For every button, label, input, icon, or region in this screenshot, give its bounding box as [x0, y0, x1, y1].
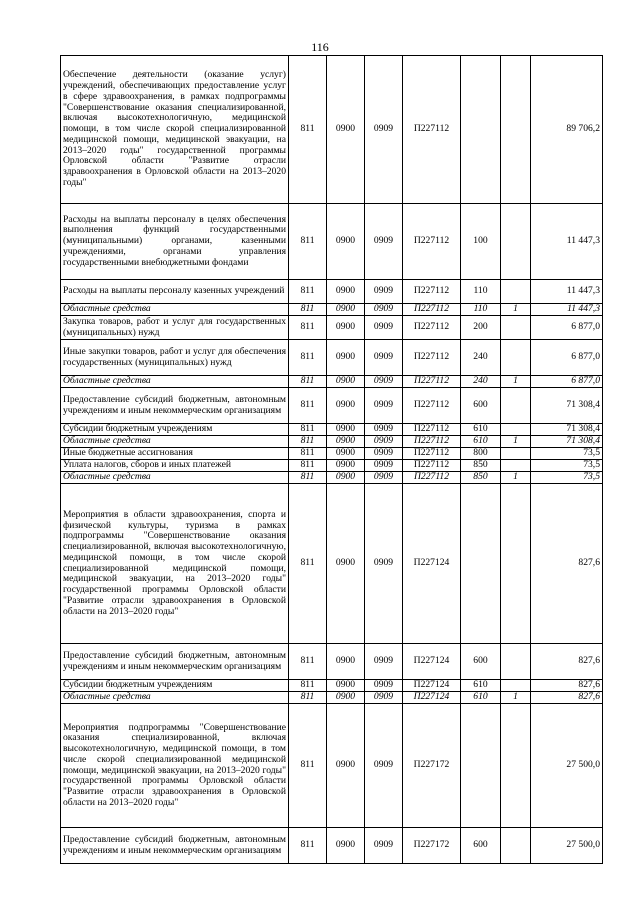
- row-grbs-code: 811: [289, 376, 327, 388]
- row-expense-type: [461, 56, 501, 204]
- row-description: Предоставление субсидий бюджетным, автономным учреждениям и иным некоммерческим организациям: [61, 388, 289, 424]
- row-expense-type: 110: [461, 280, 501, 304]
- row-amount: 11 447,3: [531, 304, 603, 316]
- row-section-code: 0900: [327, 56, 365, 204]
- row-expense-type: 800: [461, 448, 501, 460]
- row-target-article: П227112: [403, 376, 461, 388]
- funding-source-row: [61, 436, 603, 448]
- row-grbs-code: 811: [289, 204, 327, 280]
- row-expense-type: 240: [461, 376, 501, 388]
- row-description: Мероприятия в области здравоохранения, спорта и физической культуры, туризма в рамках подпрограммы "Совершенствование оказания специализированной, включая высокотехнологичную, медицинской помощи, в том числе скорой специализированной медицинской помощи, медицинской эвакуации, на 2013–2020 годы" государственной программы Орловской области "Развитие отрасли здравоохранения в Орловской области на 2013–2020 годы": [61, 484, 289, 644]
- funding-source-row: [61, 304, 603, 316]
- table-row: [61, 388, 603, 424]
- row-amount: 6 877,0: [531, 376, 603, 388]
- row-amount: 71 308,4: [531, 436, 603, 448]
- table-row: [61, 340, 603, 376]
- row-funding-source: [501, 644, 531, 680]
- row-target-article: П227112: [403, 460, 461, 472]
- row-subsection-code: 0909: [365, 304, 403, 316]
- row-section-code: 0900: [327, 680, 365, 692]
- row-target-article: П227112: [403, 472, 461, 484]
- row-expense-type: 850: [461, 472, 501, 484]
- row-expense-type: 200: [461, 316, 501, 340]
- row-amount: 827,6: [531, 484, 603, 644]
- row-target-article: П227124: [403, 484, 461, 644]
- row-grbs-code: 811: [289, 436, 327, 448]
- row-expense-type: 600: [461, 644, 501, 680]
- row-expense-type: 610: [461, 436, 501, 448]
- row-description: Областные средства: [61, 692, 289, 704]
- row-target-article: П227112: [403, 204, 461, 280]
- row-funding-source: [501, 280, 531, 304]
- row-funding-source: 1: [501, 436, 531, 448]
- row-target-article: П227112: [403, 316, 461, 340]
- row-description: Иные бюджетные ассигнования: [61, 448, 289, 460]
- funding-source-row: [61, 692, 603, 704]
- row-subsection-code: 0909: [365, 484, 403, 644]
- row-target-article: П227112: [403, 340, 461, 376]
- row-grbs-code: 811: [289, 484, 327, 644]
- row-expense-type: [461, 704, 501, 828]
- row-expense-type: 240: [461, 340, 501, 376]
- row-target-article: П227172: [403, 828, 461, 864]
- row-section-code: 0900: [327, 472, 365, 484]
- table-row: [61, 424, 603, 436]
- row-subsection-code: 0909: [365, 204, 403, 280]
- budget-table: [60, 55, 603, 864]
- row-amount: 89 706,2: [531, 56, 603, 204]
- row-amount: 827,6: [531, 680, 603, 692]
- row-subsection-code: 0909: [365, 460, 403, 472]
- row-description: Областные средства: [61, 376, 289, 388]
- row-funding-source: [501, 56, 531, 204]
- row-section-code: 0900: [327, 644, 365, 680]
- row-target-article: П227112: [403, 448, 461, 460]
- row-funding-source: [501, 316, 531, 340]
- row-amount: 6 877,0: [531, 316, 603, 340]
- table-row: [61, 704, 603, 828]
- row-funding-source: 1: [501, 692, 531, 704]
- funding-source-row: [61, 472, 603, 484]
- row-target-article: П227124: [403, 680, 461, 692]
- row-section-code: 0900: [327, 376, 365, 388]
- row-expense-type: 600: [461, 388, 501, 424]
- row-section-code: 0900: [327, 340, 365, 376]
- row-description: Мероприятия подпрограммы "Совершенствование оказания специализированной, включая высокотехнологичную, медицинской помощи, в том числе скорой специализированной медицинской помощи, медицинской эвакуации, на 2013–2020 годы" государственной программы Орловской области "Развитие отрасли здравоохранения в Орловской области на 2013–2020 годы": [61, 704, 289, 828]
- row-description: Расходы на выплаты персоналу в целях обеспечения выполнения функций государственными (муниципальными) органами, казенными учреждениями, органами управления государственными внебюджетными фондами: [61, 204, 289, 280]
- row-description: Областные средства: [61, 472, 289, 484]
- row-funding-source: [501, 704, 531, 828]
- row-funding-source: [501, 448, 531, 460]
- row-grbs-code: 811: [289, 340, 327, 376]
- row-amount: 73,5: [531, 448, 603, 460]
- row-grbs-code: 811: [289, 280, 327, 304]
- table-row: [61, 680, 603, 692]
- table-row: [61, 56, 603, 204]
- row-grbs-code: 811: [289, 388, 327, 424]
- row-amount: 827,6: [531, 644, 603, 680]
- table-row: [61, 484, 603, 644]
- row-expense-type: 610: [461, 424, 501, 436]
- row-section-code: 0900: [327, 692, 365, 704]
- row-grbs-code: 811: [289, 448, 327, 460]
- row-grbs-code: 811: [289, 424, 327, 436]
- row-grbs-code: 811: [289, 704, 327, 828]
- row-section-code: 0900: [327, 280, 365, 304]
- row-target-article: П227112: [403, 424, 461, 436]
- row-subsection-code: 0909: [365, 704, 403, 828]
- row-grbs-code: 811: [289, 56, 327, 204]
- row-subsection-code: 0909: [365, 692, 403, 704]
- row-grbs-code: 811: [289, 692, 327, 704]
- row-target-article: П227112: [403, 436, 461, 448]
- row-section-code: 0900: [327, 304, 365, 316]
- row-amount: 827,6: [531, 692, 603, 704]
- row-section-code: 0900: [327, 484, 365, 644]
- row-funding-source: [501, 484, 531, 644]
- row-description: Обеспечение деятельности (оказание услуг) учреждений, обеспечивающих предоставление услуг в сфере здравоохранения, в рамках подпрограммы "Совершенствование оказания специализированной, включая высокотехнологичную, медицинской помощи, в том числе скорой специализированной медицинской помощи, медицинской эвакуации, на 2013–2020 годы" государственной программы Орловской области "Развитие отрасли здравоохранения в Орловской области на 2013–2020 годы": [61, 56, 289, 204]
- table-row: [61, 280, 603, 304]
- row-section-code: 0900: [327, 460, 365, 472]
- row-description: Предоставление субсидий бюджетным, автономным учреждениям и иным некоммерческим организациям: [61, 644, 289, 680]
- row-grbs-code: 811: [289, 304, 327, 316]
- row-grbs-code: 811: [289, 316, 327, 340]
- row-subsection-code: 0909: [365, 316, 403, 340]
- row-amount: 11 447,3: [531, 204, 603, 280]
- row-funding-source: [501, 424, 531, 436]
- row-expense-type: [461, 484, 501, 644]
- row-description: Областные средства: [61, 304, 289, 316]
- row-grbs-code: 811: [289, 644, 327, 680]
- row-subsection-code: 0909: [365, 436, 403, 448]
- row-amount: 6 877,0: [531, 340, 603, 376]
- row-funding-source: [501, 828, 531, 864]
- row-grbs-code: 811: [289, 680, 327, 692]
- row-funding-source: [501, 340, 531, 376]
- row-subsection-code: 0909: [365, 388, 403, 424]
- row-description: Закупка товаров, работ и услуг для государственных (муниципальных) нужд: [61, 316, 289, 340]
- table-row: [61, 204, 603, 280]
- row-amount: 73,5: [531, 460, 603, 472]
- row-section-code: 0900: [327, 316, 365, 340]
- funding-source-row: [61, 376, 603, 388]
- row-description: Расходы на выплаты персоналу казенных учреждений: [61, 280, 289, 304]
- row-section-code: 0900: [327, 448, 365, 460]
- row-description: Субсидии бюджетным учреждениям: [61, 424, 289, 436]
- row-target-article: П227112: [403, 280, 461, 304]
- row-section-code: 0900: [327, 828, 365, 864]
- row-amount: 27 500,0: [531, 704, 603, 828]
- table-row: [61, 828, 603, 864]
- table-row: [61, 316, 603, 340]
- row-funding-source: 1: [501, 304, 531, 316]
- row-amount: 71 308,4: [531, 388, 603, 424]
- row-target-article: П227124: [403, 644, 461, 680]
- row-subsection-code: 0909: [365, 340, 403, 376]
- row-section-code: 0900: [327, 424, 365, 436]
- row-target-article: П227124: [403, 692, 461, 704]
- row-expense-type: 850: [461, 460, 501, 472]
- table-row: [61, 460, 603, 472]
- row-subsection-code: 0909: [365, 280, 403, 304]
- row-amount: 27 500,0: [531, 828, 603, 864]
- row-expense-type: 100: [461, 204, 501, 280]
- row-subsection-code: 0909: [365, 448, 403, 460]
- row-grbs-code: 811: [289, 460, 327, 472]
- row-subsection-code: 0909: [365, 376, 403, 388]
- budget-table-body: [61, 56, 603, 864]
- row-target-article: П227112: [403, 388, 461, 424]
- row-section-code: 0900: [327, 436, 365, 448]
- row-subsection-code: 0909: [365, 680, 403, 692]
- row-subsection-code: 0909: [365, 644, 403, 680]
- row-section-code: 0900: [327, 388, 365, 424]
- row-subsection-code: 0909: [365, 828, 403, 864]
- row-target-article: П227172: [403, 704, 461, 828]
- page-number: 116: [311, 40, 329, 54]
- row-funding-source: [501, 460, 531, 472]
- row-description: Предоставление субсидий бюджетным, автономным учреждениям и иным некоммерческим организациям: [61, 828, 289, 864]
- row-subsection-code: 0909: [365, 472, 403, 484]
- row-expense-type: 600: [461, 828, 501, 864]
- row-amount: 73,5: [531, 472, 603, 484]
- row-expense-type: 610: [461, 692, 501, 704]
- row-amount: 11 447,3: [531, 280, 603, 304]
- row-amount: 71 308,4: [531, 424, 603, 436]
- table-row: [61, 448, 603, 460]
- row-target-article: П227112: [403, 304, 461, 316]
- row-description: Областные средства: [61, 436, 289, 448]
- row-section-code: 0900: [327, 704, 365, 828]
- row-description: Субсидии бюджетным учреждениям: [61, 680, 289, 692]
- row-description: Уплата налогов, сборов и иных платежей: [61, 460, 289, 472]
- row-section-code: 0900: [327, 204, 365, 280]
- row-expense-type: 610: [461, 680, 501, 692]
- row-grbs-code: 811: [289, 828, 327, 864]
- row-description: Иные закупки товаров, работ и услуг для обеспечения государственных (муниципальных) нужд: [61, 340, 289, 376]
- table-row: [61, 644, 603, 680]
- row-subsection-code: 0909: [365, 56, 403, 204]
- row-funding-source: 1: [501, 472, 531, 484]
- row-funding-source: 1: [501, 376, 531, 388]
- row-funding-source: [501, 388, 531, 424]
- row-grbs-code: 811: [289, 472, 327, 484]
- row-subsection-code: 0909: [365, 424, 403, 436]
- row-target-article: П227112: [403, 56, 461, 204]
- row-funding-source: [501, 204, 531, 280]
- row-funding-source: [501, 680, 531, 692]
- row-expense-type: 110: [461, 304, 501, 316]
